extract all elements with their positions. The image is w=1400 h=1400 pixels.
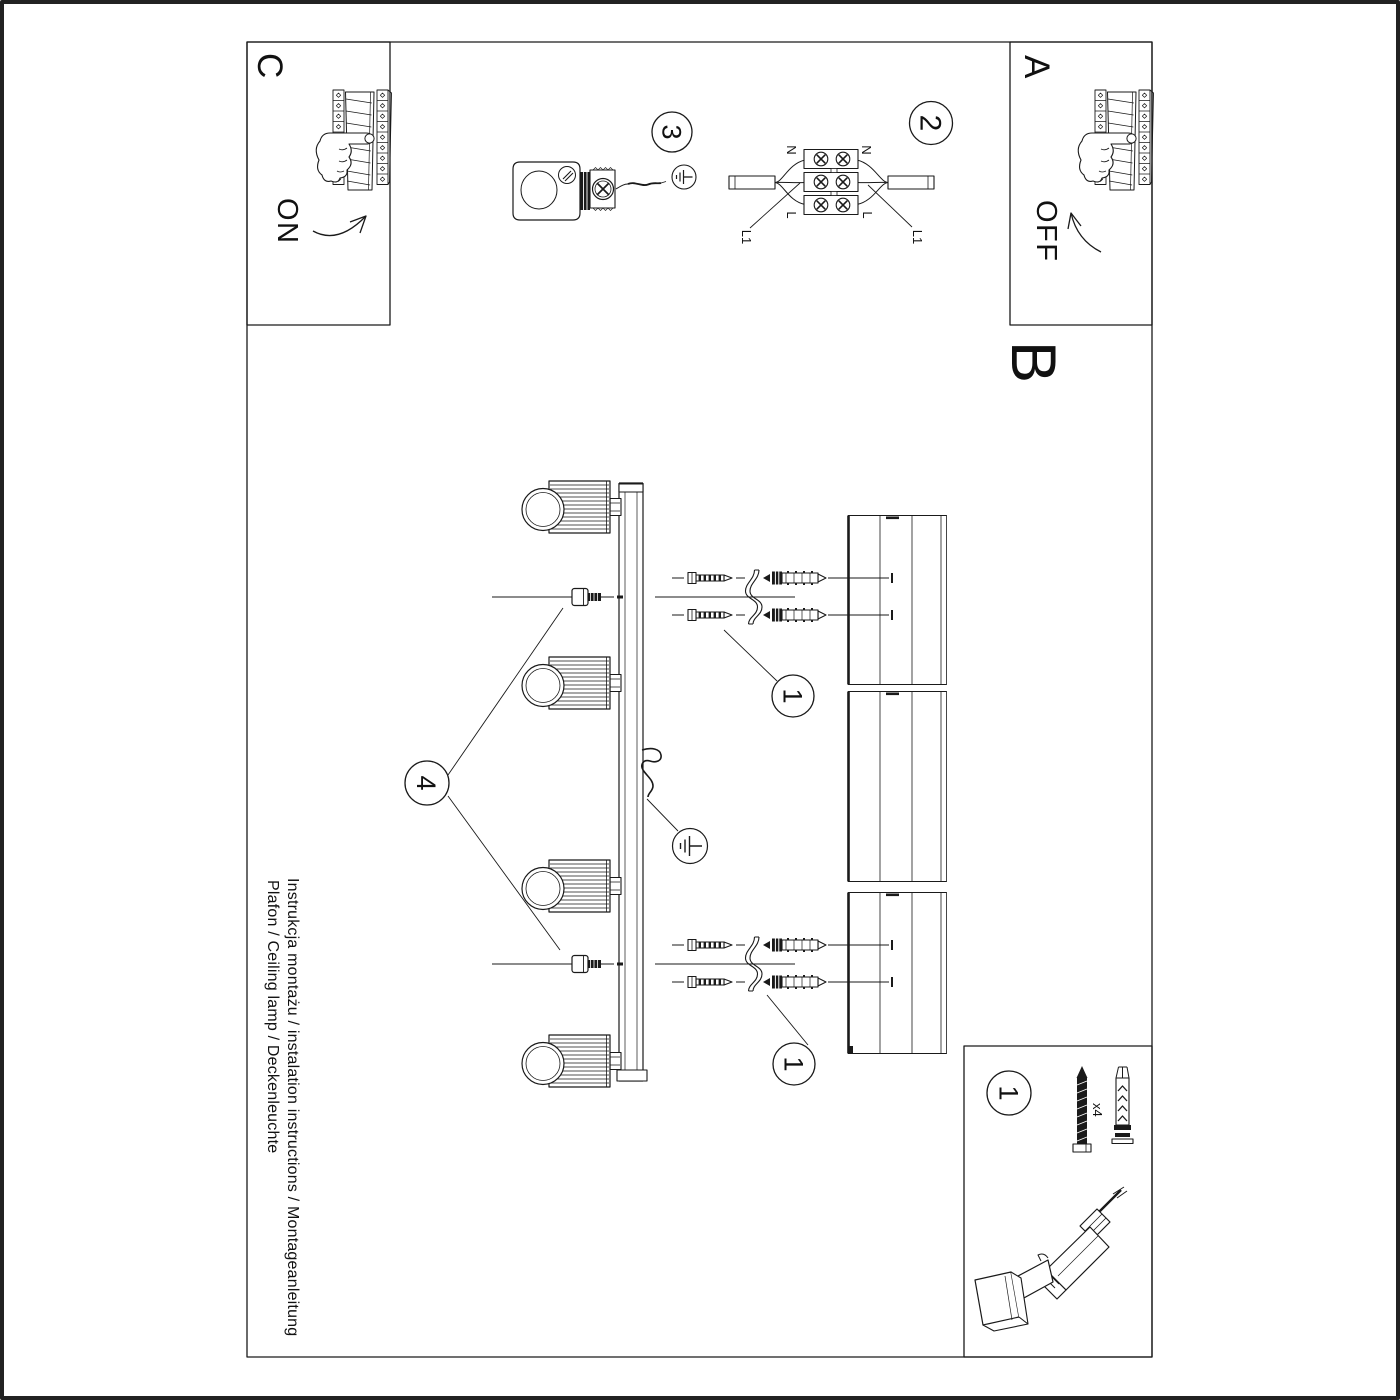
screw-dowel-set <box>672 608 892 622</box>
mounting-screw-icon <box>1073 1066 1091 1152</box>
main-exploded-view <box>405 481 947 1087</box>
switch-on-label: ON <box>271 198 303 245</box>
step3-lamp-holder <box>513 112 696 220</box>
mounting-bar <box>617 483 647 1081</box>
live-label-bottom: L <box>784 211 799 219</box>
switch-off-label: OFF <box>1030 200 1062 263</box>
mains-lead-curl <box>642 749 661 797</box>
step-b-label: B <box>998 341 1068 384</box>
cap-screw <box>572 956 623 973</box>
step-1-number: 1 <box>778 1056 809 1072</box>
spotlight <box>522 657 621 709</box>
quantity-label: x4 <box>1090 1103 1105 1117</box>
content-frame <box>247 42 1152 1357</box>
badge-leader <box>767 995 808 1045</box>
step-1-number: 1 <box>777 688 808 704</box>
parts-number: 1 <box>993 1085 1024 1101</box>
live-label-top: L <box>860 211 875 219</box>
step-c-box <box>247 42 392 325</box>
step-4-number: 4 <box>411 775 441 791</box>
sheet-titles <box>264 878 301 1336</box>
cap-screw <box>572 589 623 606</box>
terminal-block-l <box>804 196 858 215</box>
step-c-label: C <box>250 53 289 79</box>
switched-live-label-bottom: L1 <box>739 229 754 245</box>
earth-symbol-icon <box>672 165 696 189</box>
spotlight <box>522 1035 621 1087</box>
badge-leader <box>724 630 777 681</box>
step-2-number: 2 <box>913 114 947 132</box>
screw-dowel-set <box>672 571 892 585</box>
mains-cable <box>888 176 934 189</box>
terminal-block-n <box>804 150 858 169</box>
drill-icon <box>975 1187 1127 1331</box>
step-a-box <box>1010 42 1154 325</box>
switch-panel-icon <box>316 90 391 190</box>
neutral-label-top: N <box>859 145 874 155</box>
neutral-label-bottom: N <box>784 145 799 155</box>
terminal-block-earth <box>804 173 858 192</box>
title-installation: Instrukcja montażu / instalation instructions / Montageanleitung <box>284 878 301 1337</box>
switched-live-label-top: L1 <box>910 229 925 245</box>
step2-wiring-diagram <box>729 102 953 245</box>
outer-border <box>2 2 1398 1398</box>
lamp-cable <box>729 176 775 189</box>
parts-box <box>964 1046 1152 1357</box>
screw-dowel-set <box>672 938 892 952</box>
step-3-number: 3 <box>656 124 687 140</box>
switch-panel-icon <box>1078 90 1153 190</box>
earth-symbol-icon <box>673 829 708 864</box>
earth-wire <box>628 183 661 185</box>
spotlight <box>522 481 621 533</box>
l1-leader-bottom <box>750 183 800 228</box>
wall-plug-icon <box>1112 1067 1133 1144</box>
title-product: Plafon / Ceiling lamp / Deckenleuchte <box>264 880 281 1154</box>
step-a-label: A <box>1017 55 1056 79</box>
spotlight <box>522 860 621 912</box>
ceiling-section <box>848 515 947 1054</box>
screw-dowel-set <box>672 975 892 989</box>
l1-leader-top <box>868 185 912 227</box>
